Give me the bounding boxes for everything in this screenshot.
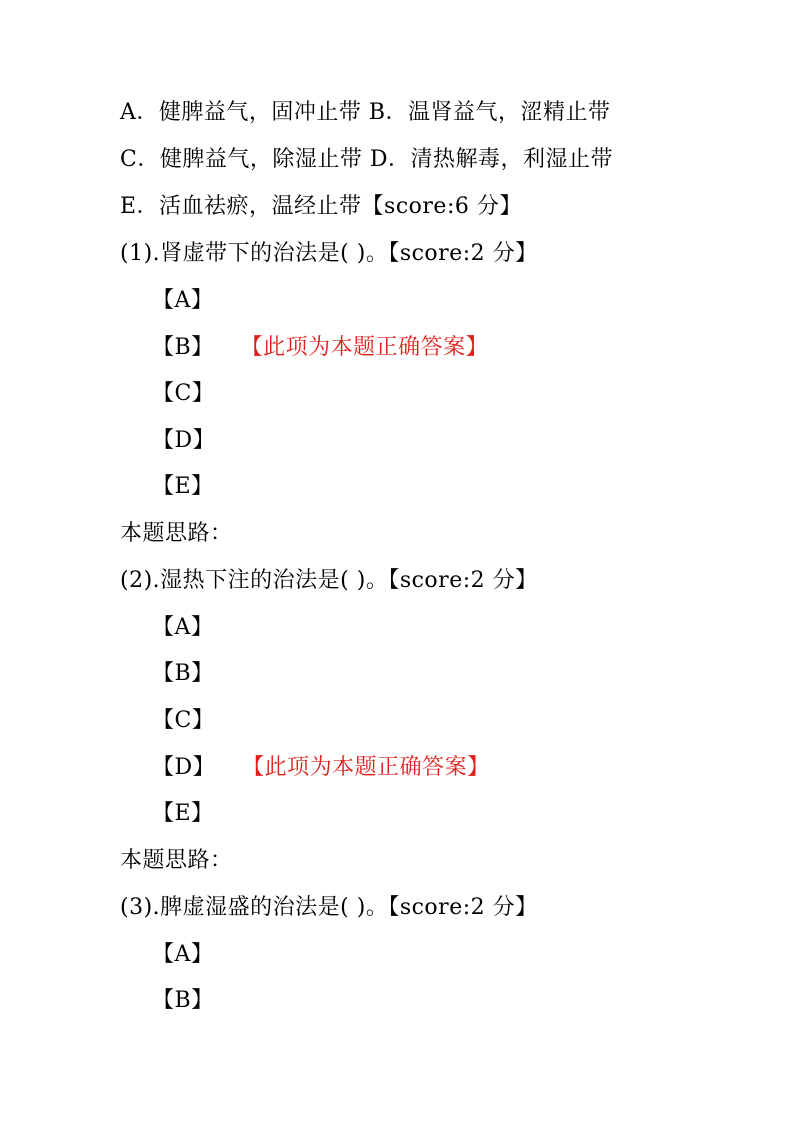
q1-option-b	[152, 334, 488, 362]
q2-option-b: 【B】	[152, 661, 214, 686]
question-3-stem: (3).脾虚湿盛的治法是( )。【score:2 分】	[120, 895, 538, 920]
option-line-e: E．活血祛瘀，温经止带【score:6 分】	[120, 194, 522, 219]
q3-option-a: 【A】	[152, 942, 214, 967]
q2-option-a: 【A】	[152, 615, 214, 640]
q2-thinking-label: 本题思路：	[120, 848, 233, 873]
question-1-stem: (1).肾虚带下的治法是( )。【score:2 分】	[120, 241, 538, 266]
q1-thinking-label: 本题思路：	[120, 521, 233, 546]
q1-option-a: 【A】	[152, 288, 214, 313]
option-line-cd: C．健脾益气，除湿止带 D．清热解毒，利湿止带	[120, 147, 613, 172]
q2-option-e: 【E】	[152, 801, 214, 826]
q1-correct-answer-marker: 【此项为本题正确答案】	[251, 335, 489, 360]
q1-option-d: 【D】	[152, 428, 216, 453]
option-line-ab: A．健脾益气，固冲止带 B．温肾益气，涩精止带	[120, 100, 611, 125]
q2-correct-answer-marker: 【此项为本题正确答案】	[253, 755, 490, 780]
q3-option-b: 【B】	[152, 988, 214, 1013]
q1-option-b-label: 【B】	[152, 335, 214, 360]
q1-option-e: 【E】	[152, 474, 214, 499]
q2-option-d-label: 【D】	[152, 755, 216, 780]
question-2-stem: (2).湿热下注的治法是( )。【score:2 分】	[120, 568, 538, 593]
q2-option-d	[152, 754, 490, 782]
q1-option-c: 【C】	[152, 381, 215, 406]
q2-option-c: 【C】	[152, 708, 215, 733]
